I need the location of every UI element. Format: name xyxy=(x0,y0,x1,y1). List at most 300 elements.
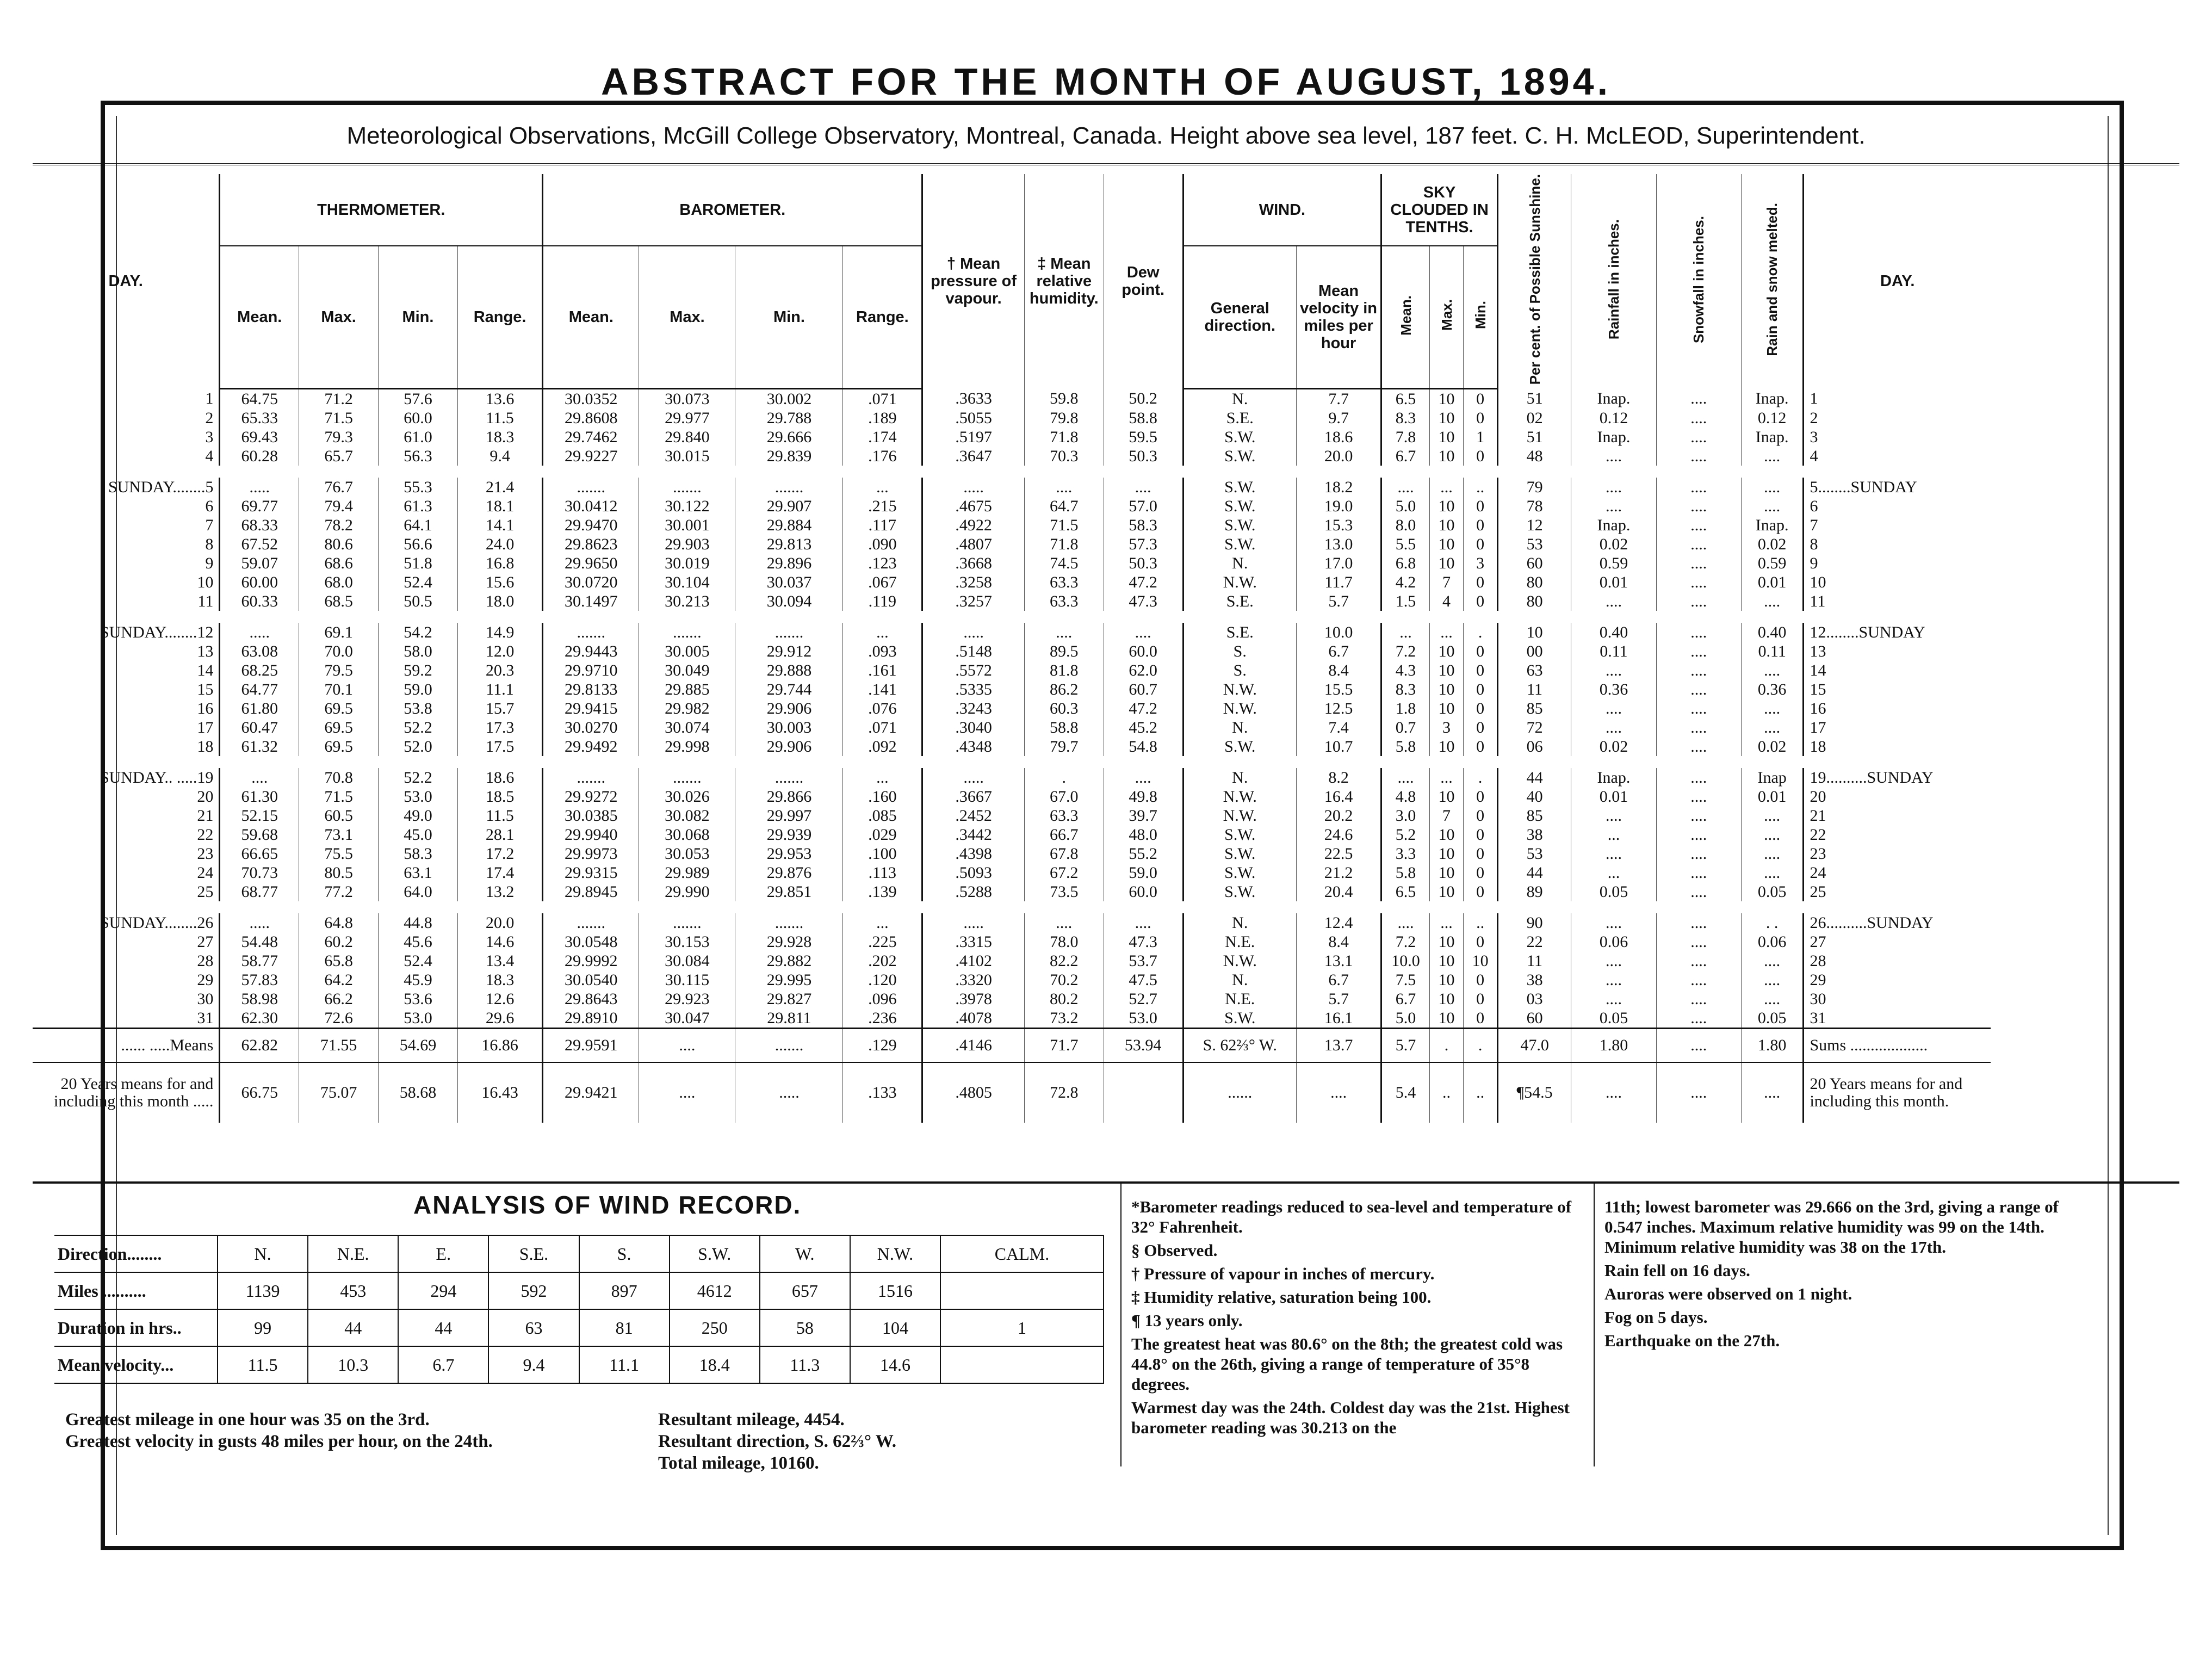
cell-t-max: 68.0 xyxy=(299,573,379,592)
day-cell xyxy=(33,661,220,680)
table-row xyxy=(33,535,1991,554)
day-cell xyxy=(33,882,220,901)
cell-t-range: 21.4 xyxy=(457,478,542,497)
cell-b-mean: 29.9992 xyxy=(543,951,639,970)
cell-b-mean: 29.9470 xyxy=(543,516,639,535)
cell-b-max: 30.104 xyxy=(639,573,735,592)
cell-vap: .3633 xyxy=(922,388,1025,409)
cell-snow: .... xyxy=(1656,409,1741,428)
cell-b-mean: 29.9315 xyxy=(543,863,639,882)
cell-hum: 70.2 xyxy=(1024,970,1104,989)
page-subtitle: Meteorological Observations, McGill College Observatory, Montreal, Canada. Height above sea level, 187 feet. C. H. McLEOD, Superintendent. xyxy=(346,122,1866,149)
cell-t-min: 58.3 xyxy=(379,844,458,863)
cell-dew: 47.5 xyxy=(1104,970,1183,989)
day-cell xyxy=(33,913,220,932)
cell-s-mean: .... xyxy=(1381,478,1430,497)
cell-vap: .3668 xyxy=(922,554,1025,573)
cell-b-min: 29.928 xyxy=(735,932,843,951)
cell-t-min: 59.2 xyxy=(379,661,458,680)
cell-vap: .5572 xyxy=(922,661,1025,680)
day-cell-right xyxy=(1804,718,1991,737)
wind-cell: 44 xyxy=(398,1309,488,1346)
cell-hum: 74.5 xyxy=(1024,554,1104,573)
cell-vel: 15.3 xyxy=(1296,516,1381,535)
wind-header-cell: N.E. xyxy=(308,1235,398,1272)
cell-dew: 45.2 xyxy=(1104,718,1183,737)
table-row xyxy=(33,478,1991,497)
cell-vel: 9.7 xyxy=(1296,409,1381,428)
cell-hum: 70.3 xyxy=(1024,447,1104,466)
cell-snow: .... xyxy=(1656,516,1741,535)
cell-t-min: 45.9 xyxy=(379,970,458,989)
cell-t-max: 70.0 xyxy=(299,642,379,661)
cell-vap: .5197 xyxy=(922,428,1025,447)
cell-b-mean: 30.0412 xyxy=(543,497,639,516)
cell-dew: .... xyxy=(1104,478,1183,497)
day-number-right: 3 xyxy=(1810,428,1818,446)
day-cell-right xyxy=(1804,554,1991,573)
day-number-right: 18 xyxy=(1810,737,1826,756)
wind-cell: 11.1 xyxy=(579,1346,670,1383)
day-number-right: 9 xyxy=(1810,554,1818,572)
remark-2: Rain fell on 16 days. xyxy=(1604,1261,1750,1280)
cell-t-max: 80.5 xyxy=(299,863,379,882)
day-label: SUNDAY........ xyxy=(100,623,197,641)
cell-vap: .4398 xyxy=(922,844,1025,863)
sunshine-header xyxy=(1497,174,1571,388)
cell-b-range: .160 xyxy=(843,787,922,806)
cell-hum: 78.0 xyxy=(1024,932,1104,951)
cell-vel: 7.7 xyxy=(1296,388,1381,409)
cell-dew: 54.8 xyxy=(1104,737,1183,756)
cell-melt: 0.11 xyxy=(1741,642,1804,661)
therm-mean-header: Mean. xyxy=(220,246,299,388)
cell-dir: N.W. xyxy=(1183,680,1296,699)
wind-cell: Duration in hrs.. xyxy=(54,1309,218,1346)
cell-vel: 17.0 xyxy=(1296,554,1381,573)
cell-melt: .... xyxy=(1741,970,1804,989)
cell-hum: 73.5 xyxy=(1024,882,1104,901)
day-number-right: 5 xyxy=(1810,478,1818,496)
cell-sun: 44 xyxy=(1497,863,1571,882)
cell-melt: .... xyxy=(1741,478,1804,497)
cell-t-max: 77.2 xyxy=(299,882,379,901)
cell-dew: 53.7 xyxy=(1104,951,1183,970)
day-number-right: 17 xyxy=(1810,718,1826,737)
day-label-right: ..........SUNDAY xyxy=(1826,768,1934,787)
cell-b-range: .085 xyxy=(843,806,922,825)
cell-b-mean: 29.9443 xyxy=(543,642,639,661)
cell-s-max: 10 xyxy=(1429,661,1464,680)
divider-left xyxy=(1120,1184,1122,1466)
cell-b-mean: 29.8133 xyxy=(543,680,639,699)
wind-row xyxy=(54,1272,1104,1309)
cell-rain: Inap. xyxy=(1571,768,1656,787)
cell-vap: .4102 xyxy=(922,951,1025,970)
cell-s-mean: 5.7 xyxy=(1381,1028,1430,1062)
table-row xyxy=(33,592,1991,611)
cell-b-range: .139 xyxy=(843,882,922,901)
cell-b-mean: 29.9973 xyxy=(543,844,639,863)
table-row xyxy=(33,1028,1991,1062)
cell-b-min: 29.866 xyxy=(735,787,843,806)
day-cell-right xyxy=(1804,806,1991,825)
cell-hum: .... xyxy=(1024,913,1104,932)
cell-b-mean: 29.9710 xyxy=(543,661,639,680)
cell-t-range: 13.6 xyxy=(457,388,542,409)
day-number-right: 10 xyxy=(1810,573,1826,591)
cell-b-mean: 29.8910 xyxy=(543,1008,639,1029)
day-cell-right xyxy=(1804,642,1991,661)
cell-s-mean: .... xyxy=(1381,913,1430,932)
cell-vel: 24.6 xyxy=(1296,825,1381,844)
cell-rain: 0.02 xyxy=(1571,737,1656,756)
cell-t-range: 14.6 xyxy=(457,932,542,951)
sky-header: SKY CLOUDED IN TENTHS. xyxy=(1381,174,1498,246)
cell-hum: 63.3 xyxy=(1024,806,1104,825)
cell-s-max: 10 xyxy=(1429,680,1464,699)
cell-rain: ... xyxy=(1571,825,1656,844)
cell-t-min: 53.8 xyxy=(379,699,458,718)
cell-t-max: 71.2 xyxy=(299,388,379,409)
cell-b-max: 29.982 xyxy=(639,699,735,718)
cell-vel: 8.4 xyxy=(1296,661,1381,680)
day-number-right: 16 xyxy=(1810,699,1826,717)
cell-rain: .... xyxy=(1571,1062,1656,1123)
table-row xyxy=(33,989,1991,1008)
day-number-right: 27 xyxy=(1810,932,1826,951)
footnote-1: *Barometer readings reduced to sea-level and temperature of 32° Fahrenheit. xyxy=(1131,1197,1572,1236)
cell-t-max: 79.4 xyxy=(299,497,379,516)
cell-sun: 02 xyxy=(1497,409,1571,428)
cell-vel: 7.4 xyxy=(1296,718,1381,737)
cell-snow: .... xyxy=(1656,478,1741,497)
day-number: 15 xyxy=(197,680,214,698)
day-number: 25 xyxy=(197,882,214,901)
cell-t-mean: 60.28 xyxy=(220,447,299,466)
cell-snow: .... xyxy=(1656,970,1741,989)
cell-s-mean: 4.3 xyxy=(1381,661,1430,680)
cell-b-mean: 29.9415 xyxy=(543,699,639,718)
cell-b-mean: ....... xyxy=(543,913,639,932)
wind-cell xyxy=(940,1272,1104,1309)
cell-snow: .... xyxy=(1656,718,1741,737)
cell-rain: .... xyxy=(1571,447,1656,466)
thermometer-header: THERMOMETER. xyxy=(220,174,543,246)
cell-s-min: . xyxy=(1464,768,1498,787)
cell-rain: ... xyxy=(1571,863,1656,882)
cell-t-range: 15.7 xyxy=(457,699,542,718)
cell-s-min: 0 xyxy=(1464,680,1498,699)
cell-vel: 21.2 xyxy=(1296,863,1381,882)
cell-dir: N.E. xyxy=(1183,932,1296,951)
cell-b-mean: 29.9591 xyxy=(543,1028,639,1062)
cell-b-range: .113 xyxy=(843,863,922,882)
cell-sun: 85 xyxy=(1497,699,1571,718)
day-number: 1 xyxy=(205,389,214,407)
cell-s-max: . xyxy=(1429,1028,1464,1062)
day-cell xyxy=(33,409,220,428)
day-cell-right xyxy=(1804,1008,1991,1029)
cell-melt: .... xyxy=(1741,699,1804,718)
cell-s-mean: .... xyxy=(1381,768,1430,787)
page-title: ABSTRACT FOR THE MONTH OF AUGUST, 1894. xyxy=(600,60,1612,103)
cell-hum: 89.5 xyxy=(1024,642,1104,661)
cell-b-range: .076 xyxy=(843,699,922,718)
wind-cell: 6.7 xyxy=(398,1346,488,1383)
cell-s-max: ... xyxy=(1429,623,1464,642)
table-row xyxy=(33,844,1991,863)
cell-t-max: 71.5 xyxy=(299,787,379,806)
cell-rain: .... xyxy=(1571,844,1656,863)
cell-t-max: 75.5 xyxy=(299,844,379,863)
cell-s-mean: 3.0 xyxy=(1381,806,1430,825)
cell-s-max: 10 xyxy=(1429,932,1464,951)
cell-t-range: 18.0 xyxy=(457,592,542,611)
cell-t-mean: ..... xyxy=(220,623,299,642)
sky-mean-header xyxy=(1381,246,1430,388)
cell-s-min: . xyxy=(1464,1028,1498,1062)
cell-b-min: 29.939 xyxy=(735,825,843,844)
cell-b-mean: 30.0548 xyxy=(543,932,639,951)
cell-b-max: 29.885 xyxy=(639,680,735,699)
cell-dir: S.W. xyxy=(1183,516,1296,535)
cell-s-min: 0 xyxy=(1464,516,1498,535)
cell-vap: ..... xyxy=(922,623,1025,642)
cell-s-max: 10 xyxy=(1429,825,1464,844)
cell-sun: 22 xyxy=(1497,932,1571,951)
cell-t-mean: 62.30 xyxy=(220,1008,299,1029)
wind-header-row xyxy=(54,1235,1104,1272)
wind-cell xyxy=(940,1346,1104,1383)
cell-b-mean: 29.9421 xyxy=(543,1062,639,1123)
day-number-right: 26 xyxy=(1810,913,1826,932)
cell-t-min: 56.3 xyxy=(379,447,458,466)
day-cell xyxy=(33,787,220,806)
cell-vap: .5093 xyxy=(922,863,1025,882)
cell-b-min: 29.896 xyxy=(735,554,843,573)
cell-b-max: ....... xyxy=(639,623,735,642)
day-number: 6 xyxy=(205,497,214,515)
cell-t-mean: ..... xyxy=(220,478,299,497)
cell-melt: .... xyxy=(1741,844,1804,863)
cell-b-range: ... xyxy=(843,623,922,642)
wind-header-cell: Direction........ xyxy=(54,1235,218,1272)
cell-rain: .... xyxy=(1571,478,1656,497)
cell-dew: 49.8 xyxy=(1104,787,1183,806)
cell-s-min: 0 xyxy=(1464,447,1498,466)
cell-dew: 50.2 xyxy=(1104,388,1183,409)
cell-dir: S. 62⅔° W. xyxy=(1183,1028,1296,1062)
table-row xyxy=(33,623,1991,642)
cell-t-range: 11.1 xyxy=(457,680,542,699)
cell-s-mean: 6.5 xyxy=(1381,388,1430,409)
cell-t-min: 58.68 xyxy=(379,1062,458,1123)
cell-dir: S.W. xyxy=(1183,428,1296,447)
day-cell: ...... .....Means xyxy=(33,1028,220,1062)
cell-b-min: 30.003 xyxy=(735,718,843,737)
cell-vap: .3647 xyxy=(922,447,1025,466)
cell-melt: 0.36 xyxy=(1741,680,1804,699)
cell-s-min: 3 xyxy=(1464,554,1498,573)
baro-min-header: Min. xyxy=(735,246,843,388)
cell-b-range: .093 xyxy=(843,642,922,661)
cell-s-max: 10 xyxy=(1429,1008,1464,1029)
cell-t-max: 73.1 xyxy=(299,825,379,844)
wind-cell: 14.6 xyxy=(850,1346,940,1383)
remark-4: Fog on 5 days. xyxy=(1604,1308,1708,1327)
cell-melt: .... xyxy=(1741,497,1804,516)
cell-t-range: 11.5 xyxy=(457,409,542,428)
cell-snow: .... xyxy=(1656,768,1741,787)
wind-cell: 58 xyxy=(760,1309,850,1346)
day-number-right: 21 xyxy=(1810,806,1826,825)
cell-s-mean: 6.7 xyxy=(1381,447,1430,466)
cell-s-min: 0 xyxy=(1464,409,1498,428)
cell-t-max: 79.3 xyxy=(299,428,379,447)
table-row xyxy=(33,1008,1991,1029)
day-number: 8 xyxy=(205,535,214,553)
cell-melt: Inap. xyxy=(1741,388,1804,409)
cell-rain: Inap. xyxy=(1571,388,1656,409)
wind-note-left-2: Greatest velocity in gusts 48 miles per hour, on the 24th. xyxy=(65,1432,493,1451)
cell-rain: .... xyxy=(1571,951,1656,970)
observations-body xyxy=(33,388,1991,1123)
sky-max-header-text: Max. xyxy=(1438,299,1455,331)
cell-s-min: 0 xyxy=(1464,718,1498,737)
cell-rain: 0.06 xyxy=(1571,932,1656,951)
table-row xyxy=(33,806,1991,825)
day-cell xyxy=(33,447,220,466)
cell-vel: 8.4 xyxy=(1296,932,1381,951)
cell-b-range: .100 xyxy=(843,844,922,863)
cell-t-range: 12.0 xyxy=(457,642,542,661)
cell-hum: 72.8 xyxy=(1024,1062,1104,1123)
cell-s-min: 0 xyxy=(1464,1008,1498,1029)
cell-t-range: 16.8 xyxy=(457,554,542,573)
day-cell-right: Sums ................... xyxy=(1804,1028,1991,1062)
cell-rain: Inap. xyxy=(1571,516,1656,535)
day-cell-right xyxy=(1804,447,1991,466)
cell-t-min: 61.0 xyxy=(379,428,458,447)
cell-t-max: 72.6 xyxy=(299,1008,379,1029)
cell-dir: S.W. xyxy=(1183,825,1296,844)
cell-t-min: 52.4 xyxy=(379,951,458,970)
cell-t-mean: 66.65 xyxy=(220,844,299,863)
day-number-right: 13 xyxy=(1810,642,1826,660)
cell-t-mean: ..... xyxy=(220,913,299,932)
cell-dir: S.W. xyxy=(1183,447,1296,466)
cell-dew: 60.7 xyxy=(1104,680,1183,699)
baro-max-header: Max. xyxy=(639,246,735,388)
cell-sun: 11 xyxy=(1497,951,1571,970)
cell-t-mean: 60.00 xyxy=(220,573,299,592)
day-number-right: 1 xyxy=(1810,389,1818,407)
cell-snow: .... xyxy=(1656,623,1741,642)
cell-s-min: 0 xyxy=(1464,932,1498,951)
cell-b-range: .161 xyxy=(843,661,922,680)
cell-vap: .4807 xyxy=(922,535,1025,554)
footnote-4: ‡ Humidity relative, saturation being 100. xyxy=(1131,1288,1432,1307)
snowfall-header xyxy=(1656,174,1741,388)
cell-vel: 8.2 xyxy=(1296,768,1381,787)
table-row xyxy=(33,642,1991,661)
cell-s-min: 0 xyxy=(1464,882,1498,901)
footer-rule xyxy=(33,1181,2179,1184)
cell-s-min: 0 xyxy=(1464,806,1498,825)
cell-s-max: 10 xyxy=(1429,787,1464,806)
cell-vel: 10.7 xyxy=(1296,737,1381,756)
day-cell xyxy=(33,428,220,447)
cell-b-max: ....... xyxy=(639,768,735,787)
wind-header-cell: CALM. xyxy=(940,1235,1104,1272)
cell-vel: 20.0 xyxy=(1296,447,1381,466)
cell-b-range: .141 xyxy=(843,680,922,699)
day-cell xyxy=(33,932,220,951)
footnote-6: The greatest heat was 80.6° on the 8th; the greatest cold was 44.8° on the 26th, giving a range of temperature of 35°8 degrees. xyxy=(1131,1334,1563,1394)
week-gap xyxy=(33,756,1991,768)
cell-s-max: 10 xyxy=(1429,737,1464,756)
cell-dir: S.W. xyxy=(1183,1008,1296,1029)
cell-melt: .... xyxy=(1741,447,1804,466)
cell-b-max: 30.015 xyxy=(639,447,735,466)
cell-b-mean: 30.1497 xyxy=(543,592,639,611)
cell-dir: N. xyxy=(1183,388,1296,409)
cell-dir: S. xyxy=(1183,661,1296,680)
cell-sun: 38 xyxy=(1497,825,1571,844)
cell-rain: .... xyxy=(1571,806,1656,825)
cell-t-max: 64.8 xyxy=(299,913,379,932)
day-number: 13 xyxy=(197,642,214,660)
day-cell-right xyxy=(1804,661,1991,680)
cell-vel: 19.0 xyxy=(1296,497,1381,516)
cell-t-max: 70.8 xyxy=(299,768,379,787)
cell-s-min: .. xyxy=(1464,913,1498,932)
cell-b-range: .067 xyxy=(843,573,922,592)
cell-t-min: 44.8 xyxy=(379,913,458,932)
cell-melt: 0.59 xyxy=(1741,554,1804,573)
baro-mean-header: Mean. xyxy=(543,246,639,388)
day-cell-right xyxy=(1804,768,1991,787)
cell-t-max: 60.5 xyxy=(299,806,379,825)
table-row xyxy=(33,516,1991,535)
cell-hum: 67.2 xyxy=(1024,863,1104,882)
cell-s-min: 10 xyxy=(1464,951,1498,970)
cell-hum: 86.2 xyxy=(1024,680,1104,699)
cell-t-mean: 61.32 xyxy=(220,737,299,756)
cell-t-min: 57.6 xyxy=(379,388,458,409)
day-number-right: 30 xyxy=(1810,989,1826,1008)
cell-vel: 12.5 xyxy=(1296,699,1381,718)
cell-s-max: 10 xyxy=(1429,428,1464,447)
cell-s-max: 10 xyxy=(1429,844,1464,863)
cell-vap: .3667 xyxy=(922,787,1025,806)
day-cell-right xyxy=(1804,428,1991,447)
cell-dew: 50.3 xyxy=(1104,447,1183,466)
cell-snow: .... xyxy=(1656,913,1741,932)
table-row xyxy=(33,680,1991,699)
cell-s-mean: ... xyxy=(1381,623,1430,642)
cell-sun: 72 xyxy=(1497,718,1571,737)
cell-t-mean: 54.48 xyxy=(220,932,299,951)
cell-b-max: 30.047 xyxy=(639,1008,735,1029)
cell-t-min: 60.0 xyxy=(379,409,458,428)
cell-b-min: ....... xyxy=(735,913,843,932)
table-row xyxy=(33,825,1991,844)
cell-b-min: 29.888 xyxy=(735,661,843,680)
wind-header-cell: S.E. xyxy=(488,1235,579,1272)
wind-note-right-2: Resultant direction, S. 62⅔° W. xyxy=(658,1432,896,1451)
